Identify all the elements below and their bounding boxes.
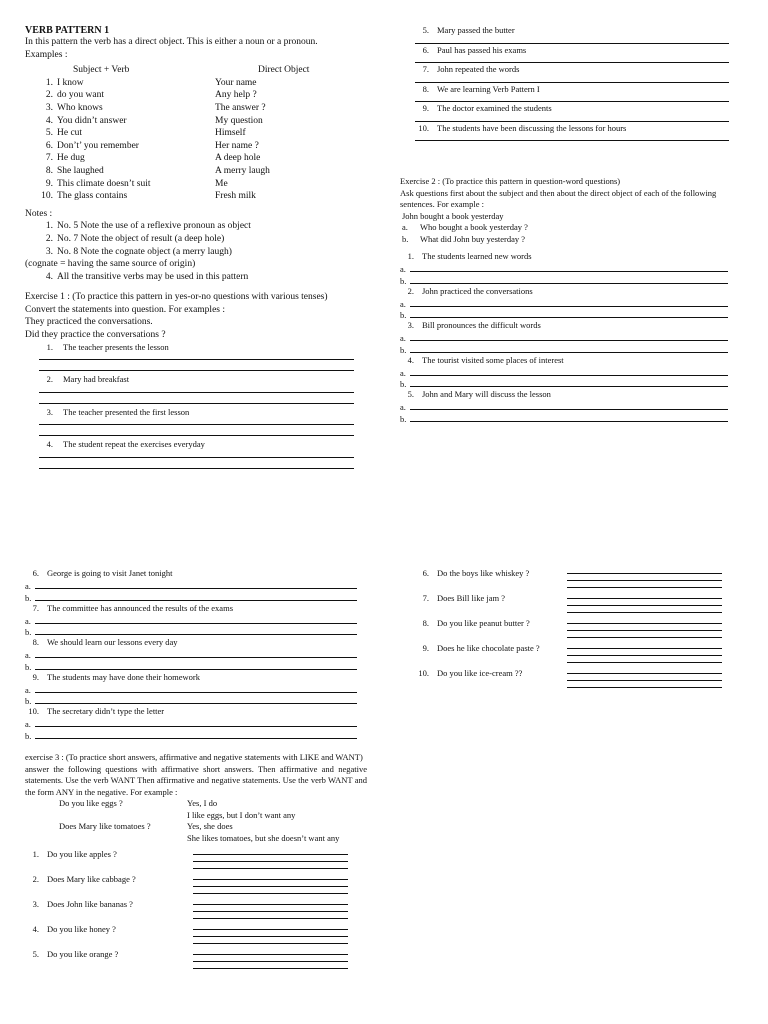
answer-line-b[interactable]: b. bbox=[25, 591, 357, 603]
example-row: 3. Who knows The answer ? bbox=[45, 102, 266, 113]
answer-line[interactable] bbox=[39, 353, 354, 360]
answer-line[interactable] bbox=[567, 606, 722, 613]
answer-line[interactable] bbox=[193, 848, 348, 855]
note-item: 1. No. 5 Note the use of a reflexive pronoun as object bbox=[45, 221, 251, 232]
answer-line-a[interactable]: a. bbox=[400, 297, 728, 309]
answer-line[interactable] bbox=[567, 631, 722, 638]
answer-line[interactable] bbox=[193, 887, 348, 894]
note-item: 2. No. 7 Note the object of result (a deep hole) bbox=[45, 233, 225, 244]
answer-line-a[interactable]: a. bbox=[400, 401, 728, 413]
exercise3-item: 3. Does John like bananas ? bbox=[25, 898, 367, 919]
example-row: 6. Don’t’ you remember Her name ? bbox=[45, 140, 259, 151]
exercise1-item: 10. The students have been discussing the lessons for hours bbox=[415, 123, 729, 142]
answer-line[interactable] bbox=[193, 923, 348, 930]
exercise3-item: 4. Do you like honey ? bbox=[25, 923, 367, 944]
exercise3-heading: exercise 3 : (To practice short answers, affirmative and negative statements with LIKE and WANT) bbox=[25, 752, 363, 762]
answer-line[interactable] bbox=[567, 656, 722, 663]
exercise2-item: 2. John practiced the conversations a. b. bbox=[400, 286, 728, 321]
exercise1-item: 3. The teacher presented the first lesson bbox=[39, 407, 354, 437]
exercise3-item: 8. Do you like peanut butter ? bbox=[415, 617, 735, 638]
exercise2-item: 8. We should learn our lessons every day a. b. bbox=[25, 637, 357, 672]
exercise3-example1: Do you like eggs ? Yes, I do I like eggs, but I don’t want any bbox=[59, 798, 296, 820]
examples-header bbox=[25, 64, 367, 77]
direct-object-header: Direct Object bbox=[258, 65, 310, 76]
exercise2-instructions: Ask questions first about the subject and then about the direct object of each of the following sentences. For example : bbox=[400, 187, 717, 209]
examples-label: Examples : bbox=[25, 49, 68, 60]
exercise2-item: 6. George is going to visit Janet tonight a. b. bbox=[25, 568, 357, 603]
examples-list bbox=[25, 77, 367, 203]
example-row: 1. I know Your name bbox=[45, 77, 257, 88]
answer-line[interactable] bbox=[193, 898, 348, 905]
exercise1-item: 2. Mary had breakfast bbox=[39, 374, 354, 404]
answer-line[interactable] bbox=[567, 681, 722, 688]
answer-line[interactable] bbox=[567, 617, 722, 624]
answer-line[interactable] bbox=[415, 37, 729, 44]
exercise2-item: 5. John and Mary will discuss the lesson a. b. bbox=[400, 389, 728, 424]
answer-line[interactable] bbox=[415, 76, 729, 83]
answer-line[interactable] bbox=[415, 115, 729, 122]
answer-line-b[interactable]: b. bbox=[400, 274, 728, 286]
answer-line[interactable] bbox=[193, 862, 348, 869]
answer-line[interactable] bbox=[567, 581, 722, 588]
exercise3-item: 5. Do you like orange ? bbox=[25, 948, 367, 969]
answer-line[interactable] bbox=[193, 912, 348, 919]
exercise1-item: 1. The teacher presents the lesson bbox=[39, 342, 354, 372]
answer-line-b[interactable]: b. bbox=[25, 660, 357, 672]
exercise3-example2: Does Mary like tomatoes ? Yes, she does She likes tomatoes, but she doesn’t want any bbox=[59, 821, 340, 843]
exercise1-example-question: Did they practice the conversations ? bbox=[25, 330, 166, 341]
answer-line[interactable] bbox=[567, 624, 722, 631]
subject-verb-header: Subject + Verb bbox=[73, 65, 130, 76]
exercise2-item: 4. The tourist visited some places of interest a. b. bbox=[400, 355, 728, 390]
note-item: 3. No. 8 Note the cognate object (a merry laugh) bbox=[45, 246, 232, 257]
answer-line[interactable] bbox=[567, 567, 722, 574]
answer-line[interactable] bbox=[193, 873, 348, 880]
exercise1-item: 6. Paul has passed his exams bbox=[415, 45, 729, 64]
bottom-right-column bbox=[415, 567, 735, 692]
cognate-note: (cognate = having the same source of origin) bbox=[25, 259, 196, 270]
answer-line-b[interactable]: b. bbox=[25, 729, 357, 741]
exercise2-example: John bought a book yesterday bbox=[402, 210, 504, 221]
answer-line[interactable] bbox=[193, 948, 348, 955]
answer-line[interactable] bbox=[39, 393, 354, 404]
answer-line-a[interactable]: a. bbox=[400, 332, 728, 344]
exercise1-item: 7. John repeated the words bbox=[415, 64, 729, 83]
example-row: 10. The glass contains Fresh milk bbox=[41, 191, 256, 202]
example-row: 8. She laughed A merry laugh bbox=[45, 165, 270, 176]
answer-line[interactable] bbox=[415, 56, 729, 63]
answer-line[interactable] bbox=[193, 880, 348, 887]
answer-line[interactable] bbox=[39, 425, 354, 436]
answer-line[interactable] bbox=[193, 937, 348, 944]
answer-line-b[interactable]: b. bbox=[25, 626, 357, 638]
exercise1-item: 8. We are learning Verb Pattern I bbox=[415, 84, 729, 103]
answer-line[interactable] bbox=[39, 360, 354, 371]
exercise2-item: 7. The committee has announced the results of the exams a. b. bbox=[25, 603, 357, 638]
exercise3-item: 10. Do you like ice-cream ?? bbox=[415, 667, 735, 688]
answer-line[interactable] bbox=[39, 418, 354, 425]
exercise1-item: 4. The student repeat the exercises everyday bbox=[39, 439, 354, 469]
answer-line[interactable] bbox=[193, 905, 348, 912]
exercise2-heading: Exercise 2 : (To practice this pattern in question-word questions) bbox=[400, 176, 621, 186]
exercise1-heading: Exercise 1 : (To practice this pattern in yes-or-no questions with various tenses) bbox=[25, 292, 328, 303]
answer-line[interactable] bbox=[193, 930, 348, 937]
bottom-left-column bbox=[25, 568, 357, 741]
exercise1-example-statement: They practiced the conversations. bbox=[25, 317, 153, 328]
exercise1-item: 5. Mary passed the butter bbox=[415, 25, 729, 44]
top-left-column bbox=[25, 25, 367, 472]
answer-line-b[interactable]: b. bbox=[25, 695, 357, 707]
answer-line[interactable] bbox=[39, 451, 354, 458]
answer-line[interactable] bbox=[567, 667, 722, 674]
exercise2-list bbox=[400, 251, 728, 424]
exercise1-instructions: Convert the statements into question. For examples : bbox=[25, 304, 225, 315]
exercise2-section bbox=[400, 176, 744, 424]
answer-line[interactable] bbox=[415, 95, 729, 102]
answer-line[interactable] bbox=[567, 599, 722, 606]
answer-line-a[interactable]: a. bbox=[25, 614, 357, 626]
answer-line-a[interactable]: a. bbox=[25, 683, 357, 695]
exercise2-list-continued bbox=[25, 568, 357, 741]
exercise3-item: 9. Does he like chocolate paste ? bbox=[415, 642, 735, 663]
exercise2-item: 10. The secretary didn’t type the letter a. b. bbox=[25, 706, 357, 741]
note-item: 4. All the transitive verbs may be used in this pattern bbox=[45, 271, 249, 282]
exercise3-item: 2. Does Mary like cabbage ? bbox=[25, 873, 367, 894]
answer-line-b[interactable]: b. bbox=[400, 343, 728, 355]
example-row: 2. do you want Any help ? bbox=[45, 90, 257, 101]
answer-line-b[interactable]: b. bbox=[400, 309, 728, 321]
exercise1-list-continued bbox=[415, 25, 729, 141]
exercise3-section bbox=[25, 752, 367, 973]
top-right-column bbox=[415, 25, 729, 142]
answer-line[interactable] bbox=[193, 962, 348, 969]
exercise2-example-a: a. Who bought a book yesterday ? bbox=[402, 222, 528, 232]
answer-line-b[interactable]: b. bbox=[400, 412, 728, 424]
exercise3-item: 1. Do you like apples ? bbox=[25, 848, 367, 869]
answer-line-a[interactable]: a. bbox=[25, 718, 357, 730]
exercise3-instructions: answer the following questions with affirmative short answers. Then affirmative and negative statements. Use the verb WANT Then affirmative and negative statements. Use the verb WANT and the form ANY in the negative. For example : bbox=[25, 763, 367, 797]
exercise1-list bbox=[39, 342, 354, 469]
answer-line[interactable] bbox=[567, 649, 722, 656]
answer-line-a[interactable]: a. bbox=[25, 649, 357, 661]
exercise1-item: 9. The doctor examined the students bbox=[415, 103, 729, 122]
answer-line[interactable] bbox=[567, 642, 722, 649]
answer-line[interactable] bbox=[193, 955, 348, 962]
exercise3-item: 7. Does Bill like jam ? bbox=[415, 592, 735, 613]
exercise3-list bbox=[25, 848, 367, 969]
answer-line-a[interactable]: a. bbox=[25, 580, 357, 592]
answer-line-a[interactable]: a. bbox=[400, 263, 728, 275]
exercise2-example-b: b. What did John buy yesterday ? bbox=[402, 233, 526, 244]
intro-text: In this pattern the verb has a direct object. This is either a noun or a pronoun. bbox=[25, 37, 318, 47]
example-row: 4. You didn’t answer My question bbox=[45, 115, 263, 126]
answer-line[interactable] bbox=[567, 574, 722, 581]
example-row: 5. He cut Himself bbox=[45, 128, 246, 139]
exercise3-list-continued bbox=[415, 567, 735, 688]
answer-line-a[interactable]: a. bbox=[400, 366, 728, 378]
answer-line[interactable] bbox=[193, 855, 348, 862]
answer-line[interactable] bbox=[415, 134, 729, 141]
exercise2-item: 9. The students may have done their homework a. b. bbox=[25, 672, 357, 707]
exercise3-item: 6. Do the boys like whiskey ? bbox=[415, 567, 735, 588]
notes-list bbox=[25, 220, 367, 258]
answer-line[interactable] bbox=[39, 458, 354, 469]
exercise2-item: 1. The students learned new words a. b. bbox=[400, 251, 728, 286]
notes-label: Notes : bbox=[25, 208, 53, 219]
example-row: 9. This climate doesn’t suit Me bbox=[45, 178, 228, 189]
answer-line-b[interactable]: b. bbox=[400, 378, 728, 390]
answer-line[interactable] bbox=[567, 674, 722, 681]
answer-line[interactable] bbox=[39, 386, 354, 393]
exercise2-item: 3. Bill pronounces the difficult words a. b. bbox=[400, 320, 728, 355]
example-row: 7. He dug A deep hole bbox=[45, 153, 261, 164]
answer-line[interactable] bbox=[567, 592, 722, 599]
page-title: VERB PATTERN 1 bbox=[25, 25, 110, 36]
